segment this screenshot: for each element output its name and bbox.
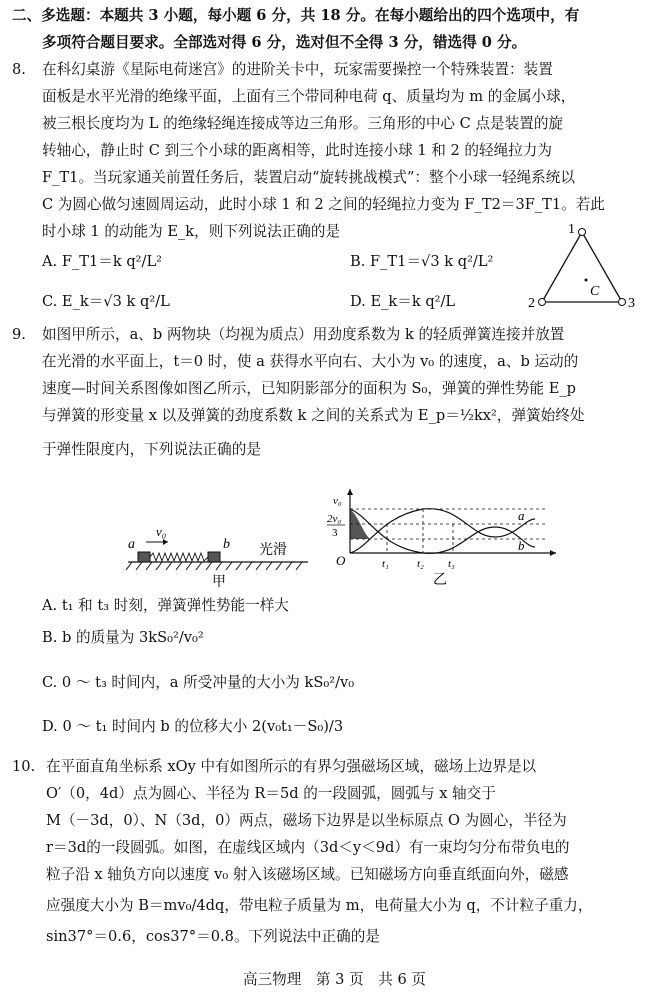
q8-line: C 为圆心做匀速圆周运动，此时小球 1 和 2 之间的轻绳拉力变为 F_T2＝3F_T1。若此 (42, 196, 605, 213)
q9-fig-b-a: a (518, 508, 525, 523)
q8-number: 8. (12, 61, 26, 78)
q8-option-b: B. F_T1＝√3 k q²/L² (350, 253, 494, 270)
q9-fig-a-label-b: b (223, 537, 230, 552)
q8-line: F_T1。当玩家通关前置任务后，装置启动“旋转挑战模式”：整个小球一轻绳系统以 (42, 169, 575, 186)
q9-fig-b-v0: v₀ (333, 495, 342, 507)
q9-option-b: B. b 的质量为 3kS₀²/v₀² (42, 629, 204, 646)
q8-option-d: D. E_k＝k q²/L (350, 293, 456, 310)
q8-option-a: A. F_T1＝k q²/L² (42, 253, 162, 270)
q9-fig-a-label-v0: v₀ (156, 524, 167, 539)
q9-fig-a-caption: 甲 (212, 575, 226, 590)
q9-figure-b (320, 487, 560, 589)
section-header-line1: 二、多选题：本题共 3 小题，每小题 6 分，共 18 分。在每小题给出的四个选项中，有 (12, 7, 580, 24)
q9-fig-b-2v0: 2v₀ (327, 513, 342, 525)
q8-line: 时小球 1 的动能为 E_k，则下列说法正确的是 (42, 223, 341, 240)
q9-option-c: C. 0 ～ t₃ 时间内，a 所受冲量的大小为 kS₀²/v₀ (42, 674, 355, 691)
q10-line: 应强度大小为 B＝mv₀/4dq，带电粒子质量为 m，电荷量大小为 q，不计粒子重力， (46, 897, 593, 914)
q9-fig-b-t3: t₃ (448, 558, 455, 570)
q9-fig-b-3: 3 (332, 527, 338, 539)
q8-triangle-figure (520, 218, 660, 318)
q9-option-d: D. 0 ～ t₁ 时间内 b 的位移大小 2(v₀t₁－S₀)/3 (42, 718, 344, 735)
q10-number: 10. (12, 758, 36, 775)
q9-fig-b-t1: t₁ (382, 558, 389, 570)
q9-fig-b-t2: t₂ (417, 558, 424, 570)
q8-line: 面板是水平光滑的绝缘平面，上面有三个带同种电荷 q、质量均为 m 的金属小球， (42, 88, 576, 105)
q8-line: 在科幻桌游《星际电荷迷宫》的进阶关卡中，玩家需要操控一个特殊装置：装置 (42, 61, 553, 78)
q9-number: 9. (12, 326, 26, 343)
page-footer: 高三物理 第 3 页 共 6 页 (242, 971, 427, 988)
q9-figure-a (122, 520, 312, 590)
q9-option-a: A. t₁ 和 t₃ 时刻，弹簧弹性势能一样大 (42, 597, 289, 614)
q9-fig-a-label-a: a (128, 537, 135, 552)
q10-line: r＝3d的一段圆弧。如图，在虚线区域内（3d＜y＜9d）有一束均匀分布带负电的 (46, 839, 570, 856)
q9-fig-b-b: b (518, 538, 525, 553)
q8-fig-label-3: 3 (628, 296, 635, 311)
q9-line: 如图甲所示，a、b 两物块（均视为质点）用劲度系数为 k 的轻质弹簧连接并放置 (42, 326, 565, 343)
q8-line: 转轴心，静止时 C 到三个小球的距离相等，此时连接小球 1 和 2 的轻绳拉力为 (42, 142, 552, 159)
q8-fig-label-2: 2 (528, 296, 535, 311)
q9-fig-b-caption: 乙 (433, 573, 447, 588)
q10-line: 粒子沿 x 轴负方向以速度 v₀ 射入该磁场区域。已知磁场方向垂直纸面向外，磁感 (46, 866, 569, 883)
q8-fig-label-c: C (590, 284, 600, 299)
section-header-line2: 多项符合题目要求。全部选对得 6 分，选对但不全得 3 分，错选得 0 分。 (42, 34, 527, 51)
q8-option-c: C. E_k＝√3 k q²/L (42, 293, 170, 310)
q8-line: 被三根长度均为 L 的绝缘轻绳连接成等边三角形。三角形的中心 C 点是装置的旋 (42, 115, 564, 132)
q10-line: sin37°＝0.6，cos37°＝0.8。下列说法中正确的是 (46, 928, 380, 945)
q9-line: 与弹簧的形变量 x 以及弹簧的劲度系数 k 之间的关系式为 E_p＝½kx²，弹簧始终处 (42, 407, 585, 424)
q10-line: 在平面直角坐标系 xOy 中有如图所示的有界匀强磁场区域，磁场上边界是以 (46, 758, 537, 775)
q9-line: 在光滑的水平面上，t＝0 时，使 a 获得水平向右、大小为 v₀ 的速度，a、b 运动的 (42, 353, 579, 370)
q10-line: M（－3d，0）、N（3d，0）两点，磁场下边界是以坐标原点 O 为圆心，半径为 (46, 812, 567, 829)
q10-line: O′（0，4d）点为圆心、半径为 R＝5d 的一段圆弧，圆弧与 x 轴交于 (46, 785, 496, 802)
q8-fig-label-1: 1 (568, 222, 575, 237)
q9-line: 速度—时间关系图像如图乙所示，已知阴影部分的面积为 S₀，弹簧的弹性势能 E_p (42, 380, 577, 397)
q9-fig-a-label-smooth: 光滑 (259, 543, 287, 558)
q9-fig-b-O: O (336, 553, 346, 568)
q9-line: 于弹性限度内，下列说法正确的是 (42, 441, 261, 458)
